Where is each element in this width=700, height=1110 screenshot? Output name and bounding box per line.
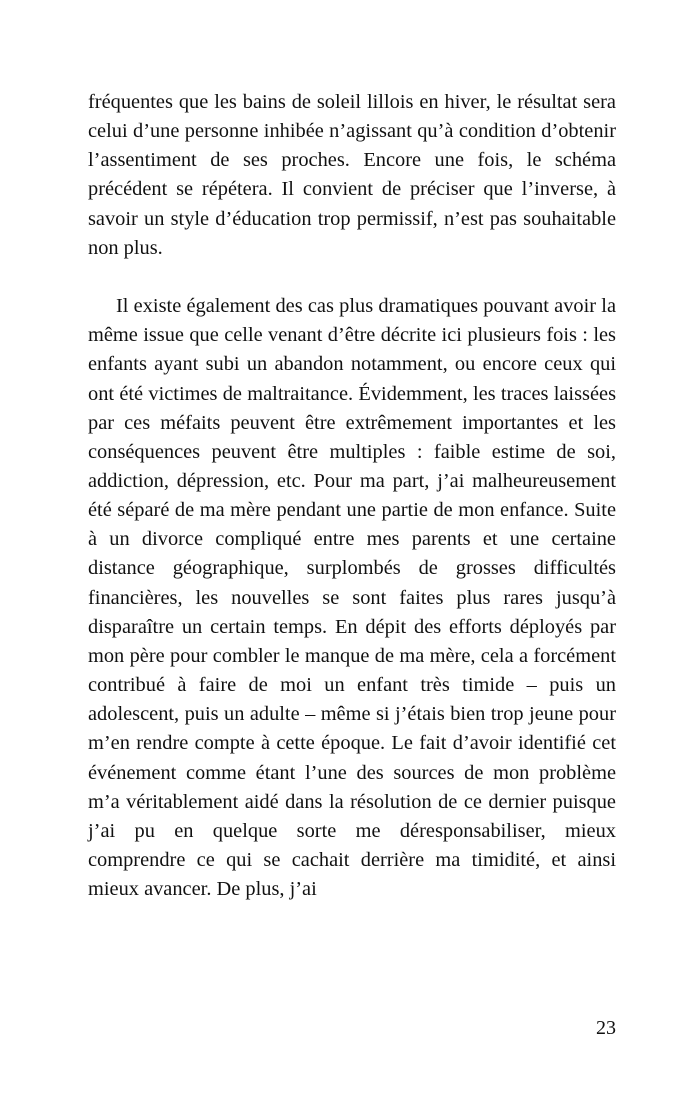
page-number: 23: [596, 1017, 616, 1039]
paragraph-main: Il existe également des cas plus dramatiques pouvant avoir la même issue que celle venant d’être décrite ici plusieurs fois : les enfants ayant subi un abandon notamment, ou encore ceux qui ont été victimes de maltraitance. Évidemment, les traces laissées par ces méfaits peuvent être extrêmement importantes et les conséquences peuvent être multiples : faible estime de soi, addiction, dépression, etc. Pour ma part, j’ai malheureusement été séparé de ma mère pendant une partie de mon enfance. Suite à un divorce compliqué entre mes parents et une certaine distance géographique, surplombés de grosses difficultés financières, les nouvelles se sont faites plus rares jusqu’à disparaître un certain temps. En dépit des efforts déployés par mon père pour combler le manque de ma mère, cela a forcément contribué à faire de moi un enfant très timide – puis un adolescent, puis un adulte – même si j’étais bien trop jeune pour m’en rendre compte à cette époque. Le fait d’avoir identifié cet événement comme étant l’une des sources de mon problème m’a véritablement aidé dans la résolution de ce dernier puisque j’ai pu en quelque sorte me déresponsabiliser, mieux comprendre ce qui se cachait derrière ma timidité, et ainsi mieux avancer. De plus, j’ai: [88, 295, 616, 901]
paragraph-continuation: fréquentes que les bains de soleil lillois en hiver, le résultat sera celui d’une personne inhibée n’agissant qu’à condition d’obtenir l’assentiment de ses proches. Encore une fois, le schéma précédent se répétera. Il convient de préciser que l’inverse, à savoir un style d’éducation trop permissif, n’est pas souhaitable non plus.: [88, 91, 616, 259]
body-text: [88, 88, 616, 904]
